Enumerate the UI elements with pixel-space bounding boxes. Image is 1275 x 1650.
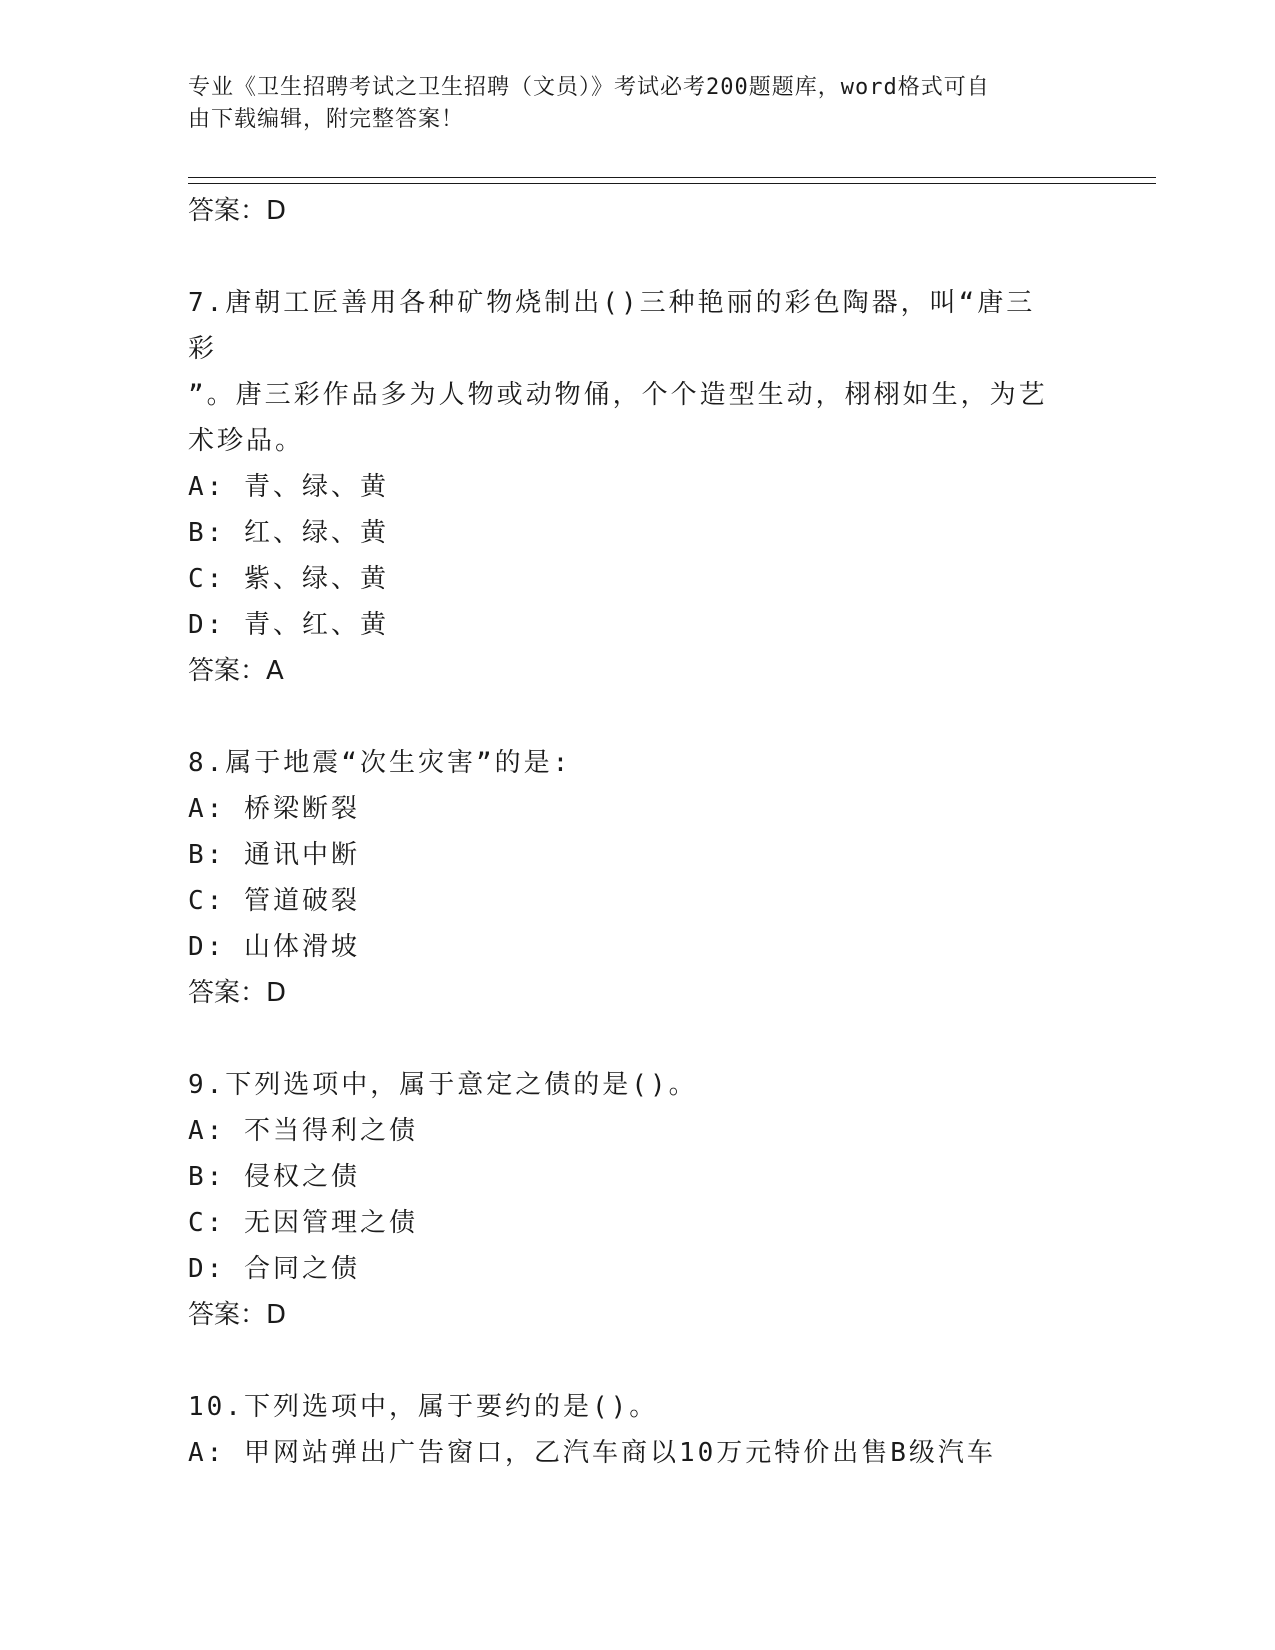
question-10 <box>188 1384 1048 1476</box>
question-text-line: ”。唐三彩作品多为人物或动物俑，个个造型生动，栩栩如生，为艺 <box>188 380 1048 410</box>
question-text-line: 术珍品。 <box>188 426 305 456</box>
question-8 <box>188 740 1048 1016</box>
document-header <box>188 72 1088 136</box>
header-line-1: 专业《卫生招聘考试之卫生招聘（文员）》考试必考200题题库，word格式可自 <box>188 75 990 100</box>
answer-line: 答案：D <box>188 978 287 1008</box>
question-text-line: 10.下列选项中，属于要约的是()。 <box>188 1392 659 1422</box>
answer-line: 答案：A <box>188 656 284 686</box>
option-b: B: 侵权之债 <box>188 1162 360 1192</box>
question-9 <box>188 1062 1048 1338</box>
option-a: A: 桥梁断裂 <box>188 794 360 824</box>
option-d: D: 青、红、黄 <box>188 610 389 640</box>
question-text-line: 7.唐朝工匠善用各种矿物烧制出()三种艳丽的彩色陶器，叫“唐三彩 <box>188 288 1036 364</box>
option-a: A: 青、绿、黄 <box>188 472 389 502</box>
question-text-line: 8.属于地震“次生灾害”的是: <box>188 748 572 778</box>
option-c: C: 无因管理之债 <box>188 1208 418 1238</box>
document-body <box>188 188 1048 1476</box>
option-d: D: 合同之债 <box>188 1254 360 1284</box>
option-d: D: 山体滑坡 <box>188 932 360 962</box>
option-a: A: 不当得利之债 <box>188 1116 418 1146</box>
answer-line: 答案：D <box>188 1300 287 1330</box>
option-c: C: 紫、绿、黄 <box>188 564 389 594</box>
option-b: B: 红、绿、黄 <box>188 518 389 548</box>
answer-line: 答案：D <box>188 196 287 226</box>
header-line-2: 由下载编辑，附完整答案！ <box>188 107 465 132</box>
header-divider <box>188 177 1156 184</box>
question-7 <box>188 280 1048 694</box>
option-a: A: 甲网站弹出广告窗口，乙汽车商以10万元特价出售B级汽车 <box>188 1438 996 1468</box>
option-b: B: 通讯中断 <box>188 840 360 870</box>
option-c: C: 管道破裂 <box>188 886 360 916</box>
question-text-line: 9.下列选项中，属于意定之债的是()。 <box>188 1070 698 1100</box>
